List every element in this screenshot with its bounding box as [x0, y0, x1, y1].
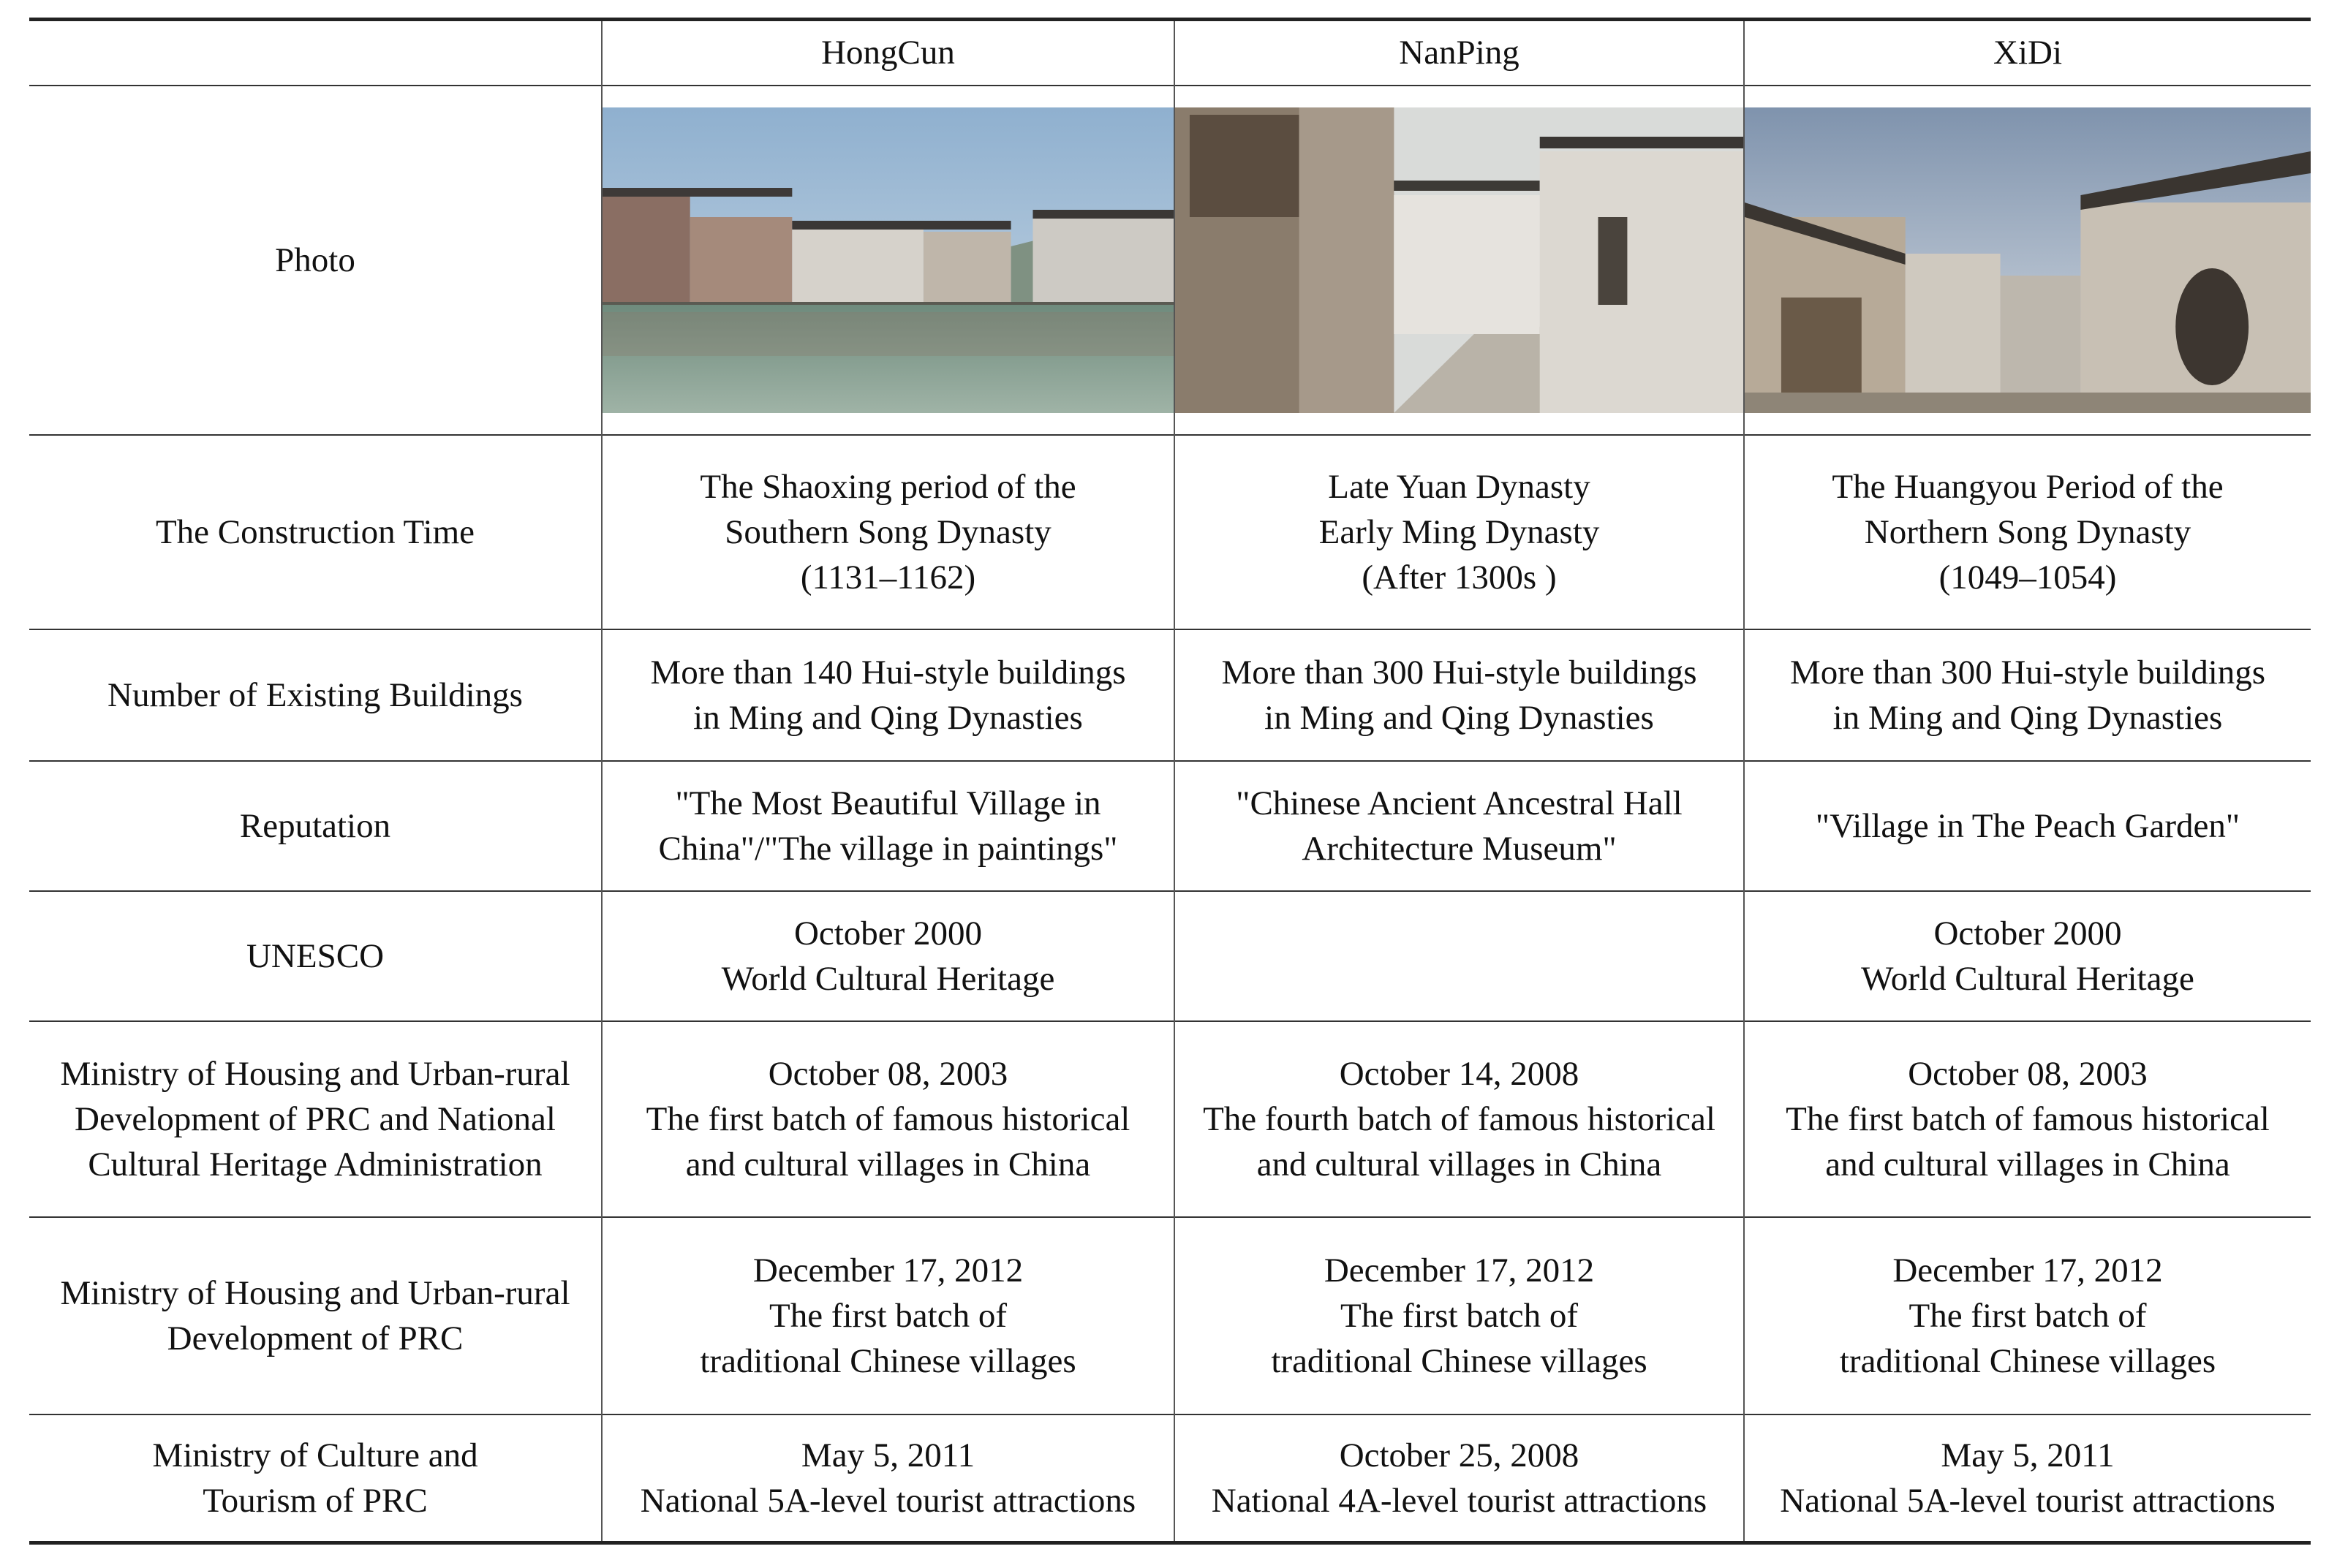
label-line: Reputation [239, 806, 391, 845]
cell-line: (After 1300s ) [1362, 558, 1557, 596]
cell-line: May 5, 2011 [1941, 1436, 2115, 1474]
cell-line: traditional Chinese villages [1271, 1341, 1647, 1380]
cell-xidi [1744, 1217, 2311, 1414]
cell-line: World Cultural Heritage [721, 959, 1055, 998]
cell-xidi [1744, 1414, 2311, 1543]
label-cell [29, 629, 602, 761]
cell-line: National 5A-level tourist attractions [1780, 1481, 2276, 1520]
label-line: Ministry of Culture and [152, 1436, 478, 1474]
cell-line: The first batch of [1909, 1296, 2147, 1335]
cell-line: and cultural villages in China [685, 1145, 1091, 1183]
row-traditional-villages [29, 1217, 2311, 1414]
row-reputation [29, 761, 2311, 891]
label-line: Number of Existing Buildings [107, 675, 523, 714]
cell-line: Late Yuan Dynasty [1328, 467, 1590, 506]
cell-line: May 5, 2011 [801, 1436, 975, 1474]
cell-line: (1131–1162) [800, 558, 976, 596]
cell-line: National 5A-level tourist attractions [640, 1481, 1136, 1520]
cell-hongcun [602, 629, 1174, 761]
cell-nanping-empty [1174, 891, 1744, 1021]
row-unesco [29, 891, 2311, 1021]
label-line: Tourism of PRC [203, 1481, 428, 1520]
cell-line: The fourth batch of famous historical [1203, 1099, 1715, 1138]
cell-hongcun [602, 1217, 1174, 1414]
label-line: Development of PRC [167, 1319, 464, 1357]
cell-line: The Huangyou Period of the [1832, 467, 2224, 506]
cell-nanping [1174, 1414, 1744, 1543]
xidi-village-street-photo [1745, 107, 2311, 413]
cell-line: in Ming and Qing Dynasties [1264, 698, 1654, 737]
cell-line: World Cultural Heritage [1861, 959, 2194, 998]
cell-line: Early Ming Dynasty [1318, 512, 1600, 551]
cell-line: October 2000 [793, 914, 983, 952]
cell-xidi [1744, 1021, 2311, 1217]
cell-hongcun [602, 1414, 1174, 1543]
cell-line: traditional Chinese villages [1839, 1341, 2216, 1380]
cell-line: Architecture Museum" [1302, 829, 1617, 868]
cell-line: The first batch of [769, 1296, 1007, 1335]
header-corner [29, 20, 602, 86]
label-cell [29, 761, 602, 891]
cell-line: October 08, 2003 [1908, 1054, 2148, 1093]
header-hongcun: HongCun [602, 20, 1174, 86]
cell-line: October 14, 2008 [1339, 1054, 1579, 1093]
cell-line: National 4A-level tourist attractions [1211, 1481, 1707, 1520]
cell-nanping [1174, 435, 1744, 629]
row-historical-villages [29, 1021, 2311, 1217]
cell-line: "The Most Beautiful Village in [675, 784, 1101, 822]
label-line: Cultural Heritage Administration [88, 1145, 543, 1183]
cell-line: The first batch of [1340, 1296, 1578, 1335]
cell-line: More than 300 Hui-style buildings [1221, 653, 1697, 692]
cell-line: October 25, 2008 [1339, 1436, 1579, 1474]
cell-nanping [1174, 761, 1744, 891]
cell-line: Northern Song Dynasty [1864, 512, 2191, 551]
cell-line: and cultural villages in China [1256, 1145, 1662, 1183]
cell-line: traditional Chinese villages [700, 1341, 1076, 1380]
village-comparison-table [29, 18, 2311, 1545]
row-existing-buildings [29, 629, 2311, 761]
cell-line: More than 300 Hui-style buildings [1789, 653, 2266, 692]
header-row [29, 20, 2311, 86]
cell-line: The first batch of famous historical [646, 1099, 1130, 1138]
row-tourist-attractions [29, 1414, 2311, 1543]
cell-line: China"/"The village in paintings" [658, 829, 1118, 868]
photo-row [29, 86, 2311, 435]
photo-cell-hongcun [602, 86, 1174, 435]
label-line: Ministry of Housing and Urban-rural [60, 1273, 570, 1312]
cell-nanping [1174, 1217, 1744, 1414]
label-cell [29, 435, 602, 629]
cell-hongcun [602, 761, 1174, 891]
cell-line: October 08, 2003 [768, 1054, 1008, 1093]
row-construction-time [29, 435, 2311, 629]
cell-xidi [1744, 761, 2311, 891]
hongcun-village-lake-photo [603, 107, 1174, 413]
cell-line: December 17, 2012 [1892, 1251, 2163, 1289]
photo-cell-nanping [1174, 86, 1744, 435]
cell-hongcun [602, 1021, 1174, 1217]
photo-cell-xidi [1744, 86, 2311, 435]
cell-xidi [1744, 435, 2311, 629]
label-cell [29, 1217, 602, 1414]
label-cell [29, 1414, 602, 1543]
cell-line: The Shaoxing period of the [700, 467, 1076, 506]
label-line: Ministry of Housing and Urban-rural [60, 1054, 570, 1093]
label-line: Development of PRC and National [75, 1099, 556, 1138]
cell-line: "Chinese Ancient Ancestral Hall [1236, 784, 1683, 822]
cell-line: (1049–1054) [1938, 558, 2117, 596]
cell-line: in Ming and Qing Dynasties [693, 698, 1083, 737]
cell-line: More than 140 Hui-style buildings [650, 653, 1126, 692]
label-line: UNESCO [246, 936, 385, 975]
cell-line: and cultural villages in China [1825, 1145, 2230, 1183]
cell-xidi [1744, 629, 2311, 761]
cell-line: Southern Song Dynasty [725, 512, 1052, 551]
cell-line: "Village in The Peach Garden" [1815, 806, 2240, 845]
cell-xidi [1744, 891, 2311, 1021]
cell-line: in Ming and Qing Dynasties [1832, 698, 2223, 737]
cell-line: December 17, 2012 [1324, 1251, 1595, 1289]
header-xidi: XiDi [1744, 20, 2311, 86]
cell-line: December 17, 2012 [752, 1251, 1024, 1289]
header-nanping: NanPing [1174, 20, 1744, 86]
photo-row-label: Photo [29, 86, 602, 435]
cell-nanping [1174, 629, 1744, 761]
cell-hongcun [602, 891, 1174, 1021]
cell-line: October 2000 [1933, 914, 2122, 952]
nanping-alley-photo [1175, 107, 1743, 413]
label-cell [29, 1021, 602, 1217]
cell-nanping [1174, 1021, 1744, 1217]
label-line: The Construction Time [155, 512, 475, 551]
cell-line: The first batch of famous historical [1786, 1099, 2270, 1138]
cell-hongcun [602, 435, 1174, 629]
label-cell [29, 891, 602, 1021]
